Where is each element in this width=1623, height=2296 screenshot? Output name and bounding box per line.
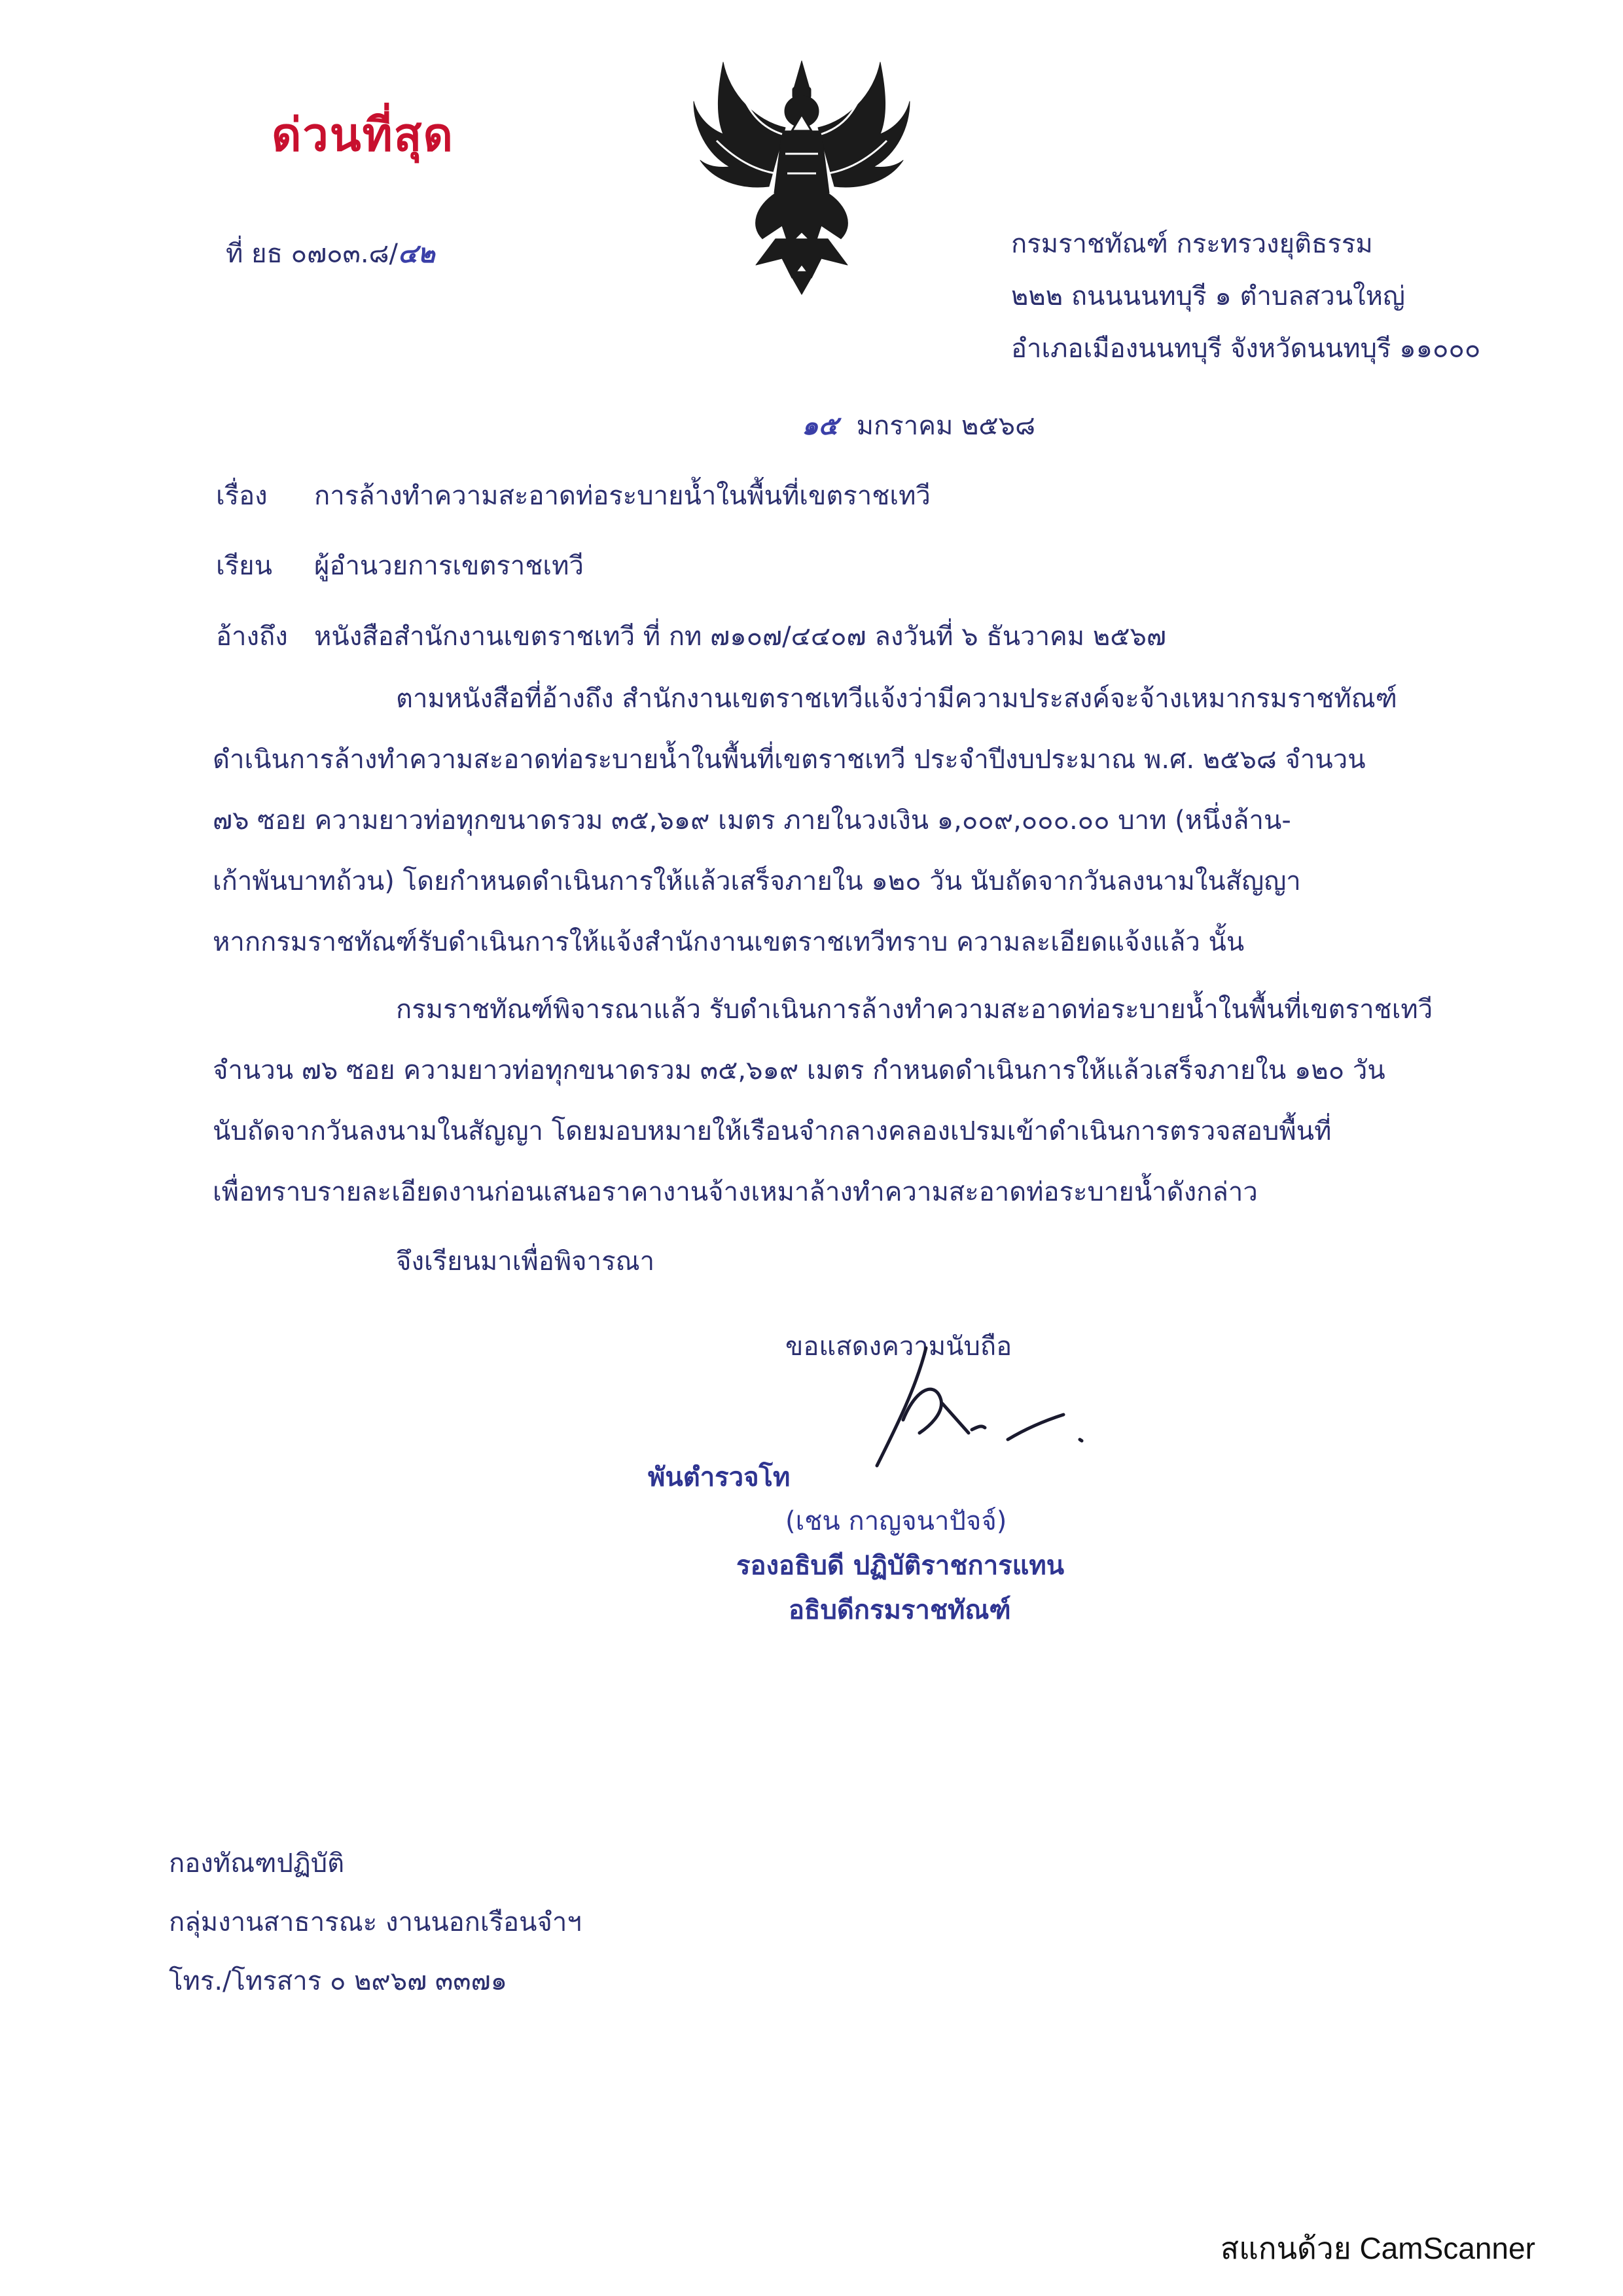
urgency-stamp: ด่วนที่สุด [272,107,454,162]
document-number-handwritten: ๔๒ [397,239,435,269]
document-number [226,232,435,274]
footer-division: กองทัณฑปฏิบัติ [169,1848,345,1879]
footer-phone: โทร./โทรสาร ๐ ๒๙๖๗ ๓๓๗๑ [169,1966,508,1996]
footer-group: กลุ่มงานสาธารณะ งานนอกเรือนจำฯ [169,1907,582,1937]
subject-text: การล้างทำความสะอาดท่อระบายน้ำในพื้นที่เขตราชเทวี [314,481,931,511]
subject-label: เรื่อง [216,481,268,511]
para1-line-3: ๗๖ ซอย ความยาวท่อทุกขนาดรวม ๓๕,๖๑๙ เมตร ภายในวงเงิน ๑,๐๐๙,๐๐๐.๐๐ บาท (หนึ่งล้าน- [213,805,1291,836]
para2-line-4: เพื่อทราบรายละเอียดงานก่อนเสนอราคางานจ้างเหมาล้างทำความสะอาดท่อระบายน้ำดังกล่าว [213,1177,1258,1207]
closing-greeting: ขอแสดงความนับถือ [785,1332,1012,1362]
para1-line-5: หากกรมราชทัณฑ์รับดำเนินการให้แจ้งสำนักงานเขตราชเทวีทราบ ความละเอียดแจ้งแล้ว นั้น [213,927,1245,957]
para1-line-4: เก้าพันบาทถ้วน) โดยกำหนดดำเนินการให้แล้วเสร็จภายใน ๑๒๐ วัน นับถัดจากวันลงนามในสัญญา [213,866,1301,896]
para2-line-3: นับถัดจากวันลงนามในสัญญา โดยมอบหมายให้เรือนจำกลางคลองเปรมเข้าดำเนินการตรวจสอบพื้นที่ [213,1116,1332,1146]
para2-line-1: กรมราชทัณฑ์พิจารณาแล้ว รับดำเนินการล้างทำความสะอาดท่อระบายน้ำในพื้นที่เขตราชเทวี [396,995,1433,1025]
subject-row [216,474,931,516]
sender-address-line-1: กรมราชทัณฑ์ กระทรวงยุติธรรม [1011,229,1373,259]
document-number-prefix: ที่ ยธ ๐๗๐๓.๘/ [226,239,398,269]
date-month-year: มกราคม ๒๕๖๘ [856,411,1035,441]
scanner-watermark: สแกนด้วย CamScanner [1221,2231,1535,2265]
para2-line-2: จำนวน ๗๖ ซอย ความยาวท่อทุกขนาดรวม ๓๕,๖๑๙ เมตร กำหนดดำเนินการให้แล้วเสร็จภายใน ๑๒๐ วัน [213,1055,1385,1086]
document-date [802,404,1035,446]
signer-position-1: รองอธิบดี ปฏิบัติราชการแทน [736,1551,1065,1581]
recipient-row [216,544,584,586]
signer-name: (เชน กาญจนาปัจจ์) [785,1506,1007,1536]
signer-rank: พันตำรวจโท [648,1462,791,1492]
reference-label: อ้างถึง [216,622,288,652]
sender-address-line-3: อำเภอเมืองนนทบุรี จังหวัดนนทบุรี ๑๑๐๐๐ [1011,334,1481,364]
para1-line-1: ตามหนังสือที่อ้างถึง สำนักงานเขตราชเทวีแจ้งว่ามีความประสงค์จะจ้างเหมากรมราชทัณฑ์ [396,684,1397,714]
signer-position-2: อธิบดีกรมราชทัณฑ์ [789,1595,1011,1625]
reference-text: หนังสือสำนักงานเขตราชเทวี ที่ กท ๗๑๐๗/๔๔๐๗ ลงวันที่ ๖ ธันวาคม ๒๕๖๗ [314,622,1166,652]
recipient-text: ผู้อำนวยการเขตราชเทวี [314,551,584,581]
recipient-label: เรียน [216,551,272,581]
closing-request: จึงเรียนมาเพื่อพิจารณา [396,1246,655,1277]
date-day-handwritten: ๑๕ [802,411,838,441]
reference-row [216,615,1166,657]
sender-address-line-2: ๒๒๒ ถนนนนทบุรี ๑ ตำบลสวนใหญ่ [1011,281,1406,311]
para1-line-2: ดำเนินการล้างทำความสะอาดท่อระบายน้ำในพื้นที่เขตราชเทวี ประจำปีงบประมาณ พ.ศ. ๒๕๖๘ จำนวน [213,745,1366,775]
garuda-emblem-icon [677,49,926,298]
handwritten-signature [864,1341,1126,1492]
